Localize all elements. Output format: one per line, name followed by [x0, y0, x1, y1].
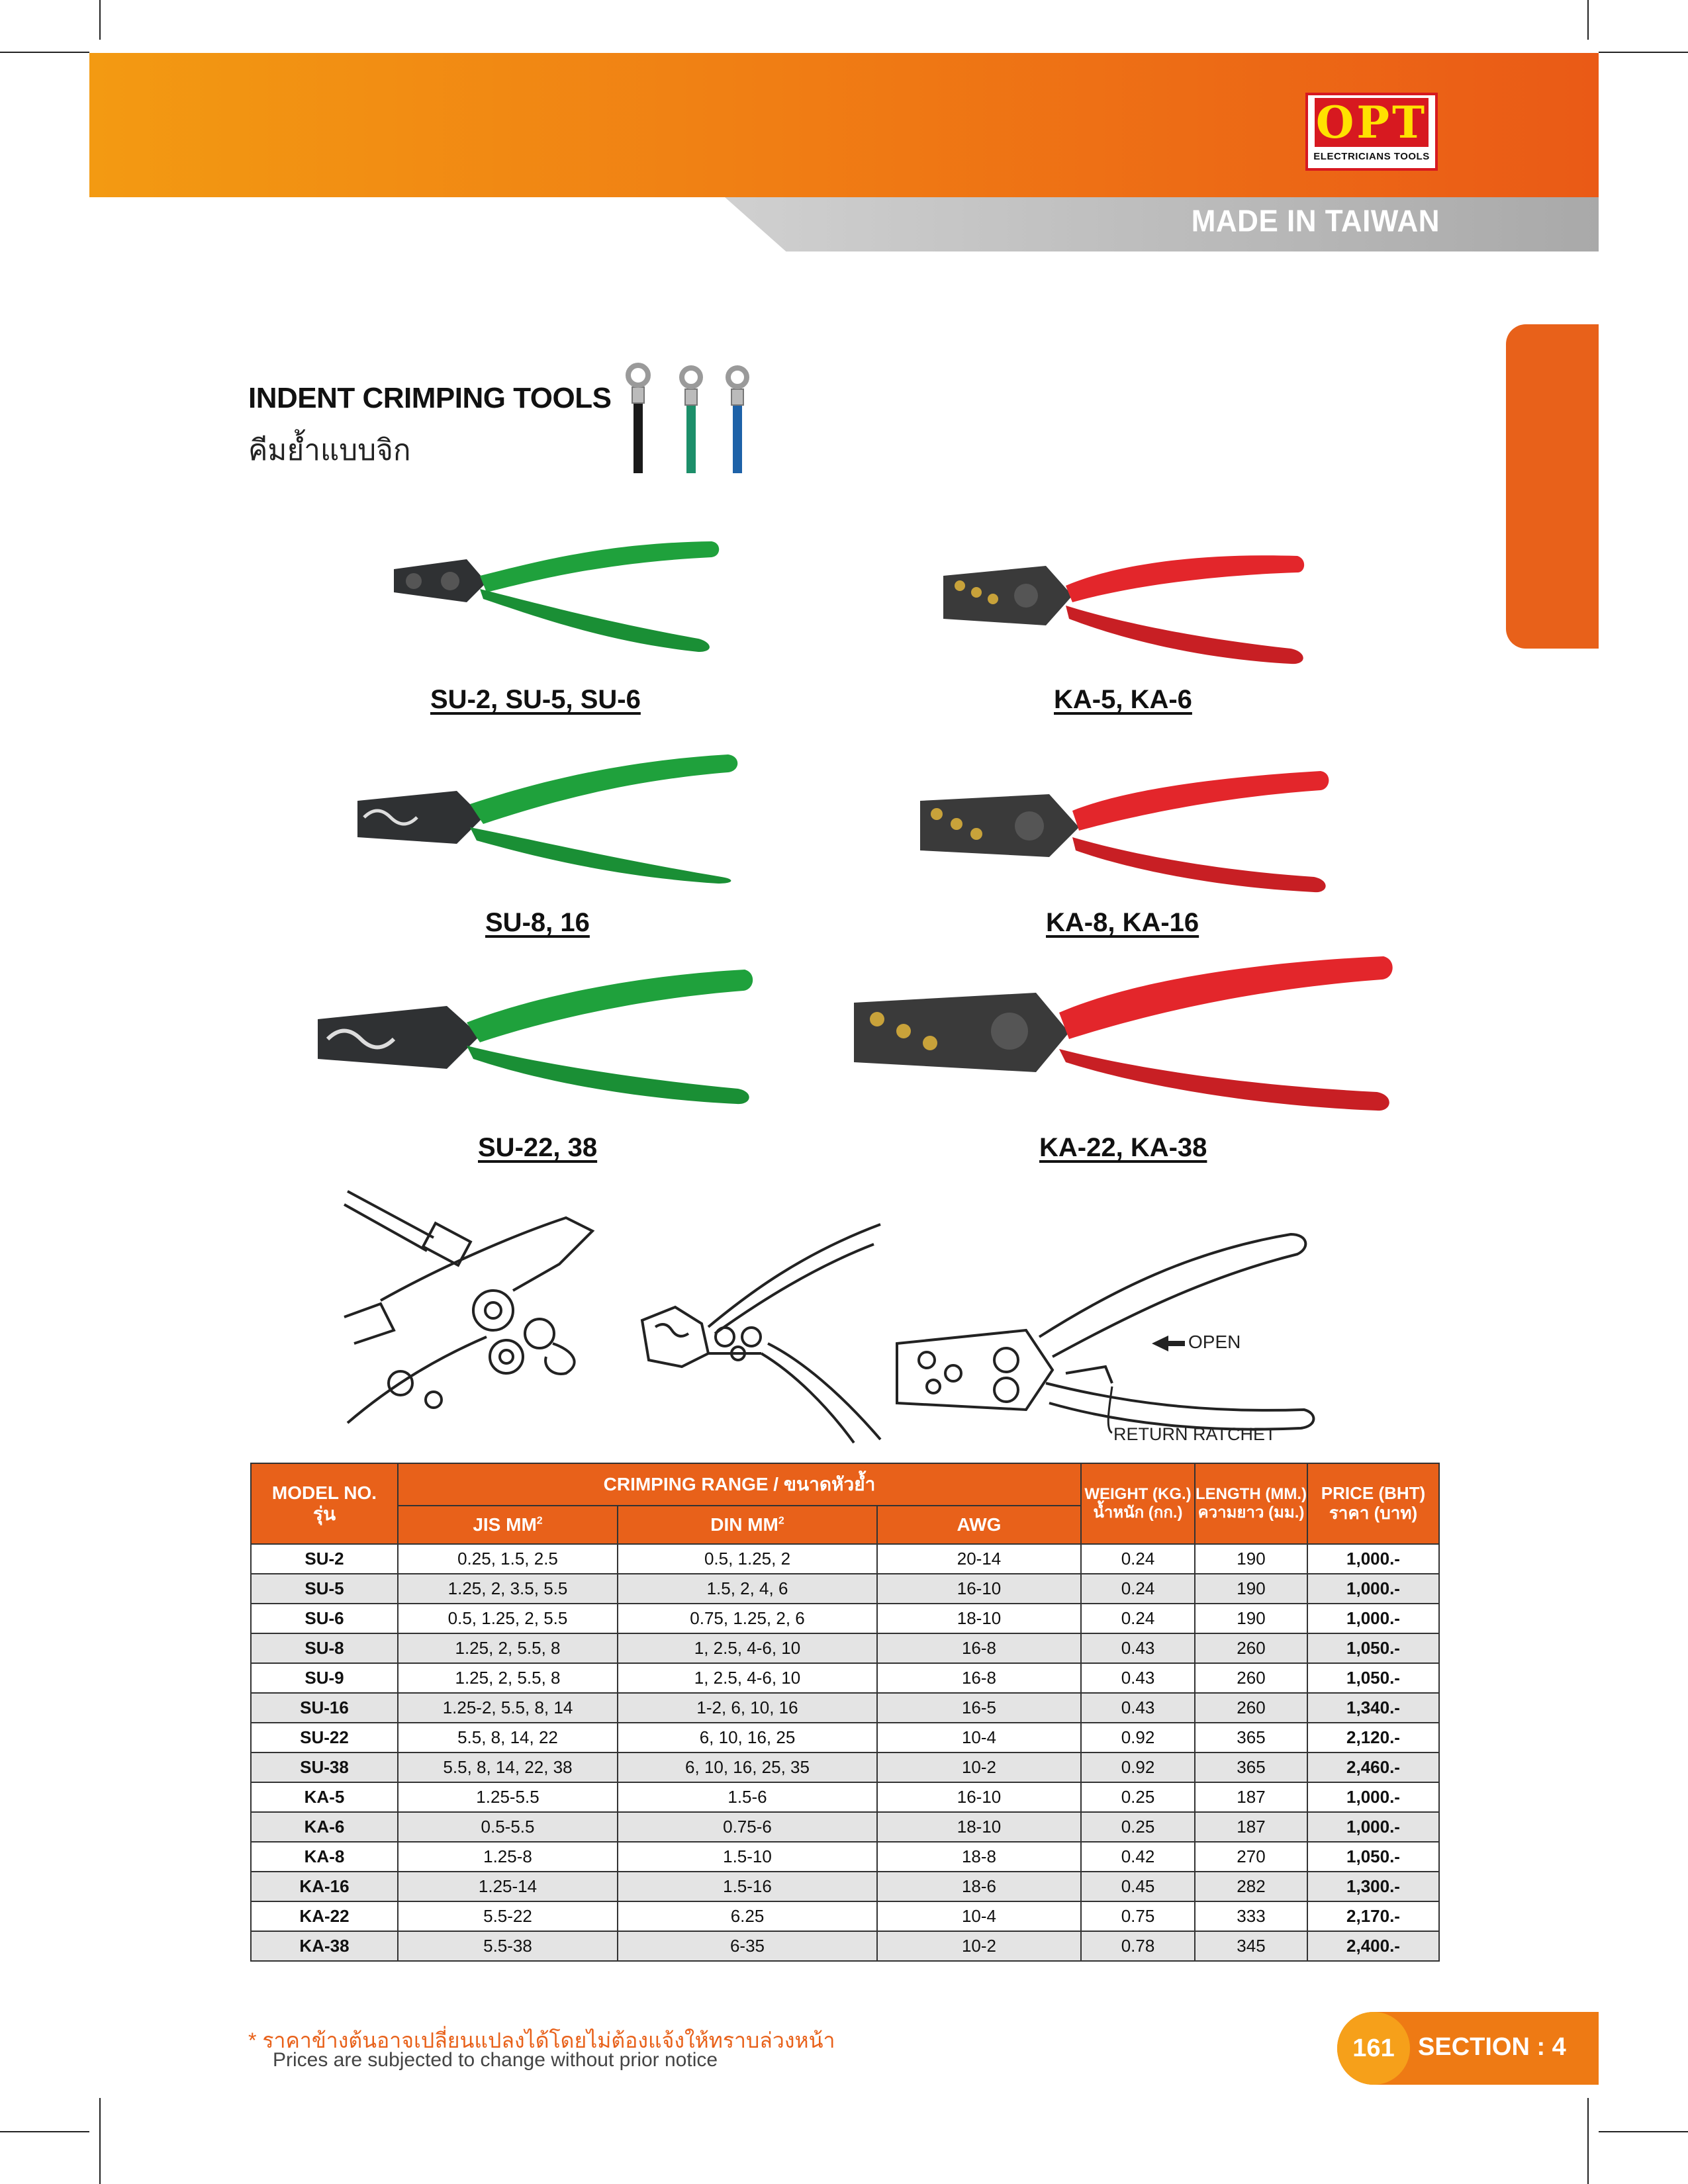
- cell-length: 345: [1195, 1931, 1307, 1961]
- cell-model: SU-5: [251, 1574, 398, 1604]
- cell-jis: 1.25-2, 5.5, 8, 14: [398, 1693, 618, 1723]
- crop-mark: [1587, 2098, 1589, 2184]
- cell-price: 2,120.-: [1307, 1723, 1439, 1752]
- cell-model: KA-22: [251, 1901, 398, 1931]
- cell-model: SU-9: [251, 1663, 398, 1693]
- cell-model: KA-8: [251, 1842, 398, 1872]
- cell-price: 2,170.-: [1307, 1901, 1439, 1931]
- header-price-en: PRICE (BHT): [1321, 1483, 1426, 1504]
- header-model-en: MODEL NO.: [271, 1482, 377, 1503]
- cell-length: 260: [1195, 1663, 1307, 1693]
- brand-logo: [1305, 93, 1438, 171]
- section-label: SECTION : 4: [1418, 2033, 1566, 2061]
- cell-length: 282: [1195, 1872, 1307, 1901]
- cell-weight: 0.42: [1081, 1842, 1195, 1872]
- cell-din: 1.5-6: [618, 1782, 877, 1812]
- ring-terminal-icon: [619, 361, 771, 473]
- product-label-su-22: SU-22, 38: [478, 1133, 598, 1162]
- cell-weight: 0.24: [1081, 1544, 1195, 1574]
- header-awg: AWG: [877, 1506, 1081, 1544]
- made-in-label: MADE IN TAIWAN: [1191, 204, 1440, 239]
- table-row: [251, 1901, 1439, 1931]
- usage-diagram-jaws: [635, 1221, 887, 1446]
- price-note-english: Prices are subjected to change without prior notice: [273, 2049, 718, 2071]
- cell-awg: 16-8: [877, 1663, 1081, 1693]
- header-price: [1307, 1463, 1439, 1544]
- cell-length: 187: [1195, 1782, 1307, 1812]
- brand-logo-word: OPT: [1315, 97, 1428, 148]
- table-row: [251, 1663, 1439, 1693]
- table-row: [251, 1723, 1439, 1752]
- cell-awg: 16-8: [877, 1633, 1081, 1663]
- product-label-ka-5: KA-5, KA-6: [1054, 685, 1192, 714]
- cell-awg: 10-2: [877, 1752, 1081, 1782]
- cell-jis: 5.5-22: [398, 1901, 618, 1931]
- header-jis: JIS $MM^2$: [398, 1506, 618, 1544]
- header-weight-en: WEIGHT (KG.): [1084, 1485, 1192, 1504]
- cell-awg: 18-8: [877, 1842, 1081, 1872]
- cell-awg: 16-10: [877, 1574, 1081, 1604]
- cell-din: 1.5-16: [618, 1872, 877, 1901]
- crop-mark: [99, 2098, 101, 2184]
- cell-awg: 10-4: [877, 1723, 1081, 1752]
- cell-price: 1,000.-: [1307, 1544, 1439, 1574]
- cell-jis: 1.25, 2, 5.5, 8: [398, 1633, 618, 1663]
- cell-length: 260: [1195, 1633, 1307, 1663]
- header-length-en: LENGTH (MM.): [1196, 1485, 1307, 1504]
- crimper-ka-5-image: [940, 539, 1311, 668]
- cell-din: 6-35: [618, 1931, 877, 1961]
- cell-price: 1,050.-: [1307, 1663, 1439, 1693]
- header-din: DIN $MM^2$: [618, 1506, 877, 1544]
- cell-din: 1, 2.5, 4-6, 10: [618, 1663, 877, 1693]
- cell-model: KA-6: [251, 1812, 398, 1842]
- page-title: INDENT CRIMPING TOOLS: [248, 382, 612, 414]
- page-number: 161: [1337, 2012, 1410, 2085]
- product-label-ka-8: KA-8, KA-16: [1046, 908, 1199, 937]
- crop-mark: [99, 0, 101, 40]
- cell-din: 1, 2.5, 4-6, 10: [618, 1633, 877, 1663]
- cell-price: 1,000.-: [1307, 1782, 1439, 1812]
- table-row: [251, 1544, 1439, 1574]
- cell-awg: 16-5: [877, 1693, 1081, 1723]
- cell-price: 1,300.-: [1307, 1872, 1439, 1901]
- cell-awg: 10-4: [877, 1901, 1081, 1931]
- crop-mark: [1599, 2131, 1688, 2132]
- cell-weight: 0.45: [1081, 1872, 1195, 1901]
- usage-diagram-insertion: [341, 1185, 612, 1433]
- cell-weight: 0.43: [1081, 1633, 1195, 1663]
- cell-awg: 20-14: [877, 1544, 1081, 1574]
- crop-mark: [0, 2131, 89, 2132]
- header-model-th: รุ่น: [312, 1504, 336, 1524]
- superscript-squared: 2: [778, 1515, 784, 1527]
- page-title-thai: คีมย้ำแบบจิก: [248, 434, 411, 467]
- crop-mark: [1599, 52, 1688, 53]
- header-weight: [1081, 1463, 1195, 1544]
- cell-weight: 0.78: [1081, 1931, 1195, 1961]
- cell-din: 0.75-6: [618, 1812, 877, 1842]
- cell-din: 1-2, 6, 10, 16: [618, 1693, 877, 1723]
- cell-length: 333: [1195, 1901, 1307, 1931]
- cell-jis: 1.25-14: [398, 1872, 618, 1901]
- product-label-ka-22: KA-22, KA-38: [1039, 1133, 1207, 1162]
- made-in-band: [725, 197, 1599, 251]
- cell-awg: 18-10: [877, 1604, 1081, 1633]
- cell-jis: 5.5, 8, 14, 22, 38: [398, 1752, 618, 1782]
- cell-price: 2,460.-: [1307, 1752, 1439, 1782]
- spec-table-body: [251, 1544, 1439, 1961]
- cell-model: SU-8: [251, 1633, 398, 1663]
- cell-price: 1,000.-: [1307, 1604, 1439, 1633]
- cell-jis: 5.5, 8, 14, 22: [398, 1723, 618, 1752]
- diagram-open-label: OPEN: [1188, 1332, 1241, 1352]
- crimper-su-22-image: [314, 963, 758, 1105]
- cell-model: SU-22: [251, 1723, 398, 1752]
- crimper-ka-22-image: [851, 953, 1397, 1112]
- cell-din: 6, 10, 16, 25, 35: [618, 1752, 877, 1782]
- cell-awg: 18-10: [877, 1812, 1081, 1842]
- cell-price: 1,000.-: [1307, 1574, 1439, 1604]
- header-length: [1195, 1463, 1307, 1544]
- cell-length: 270: [1195, 1842, 1307, 1872]
- product-label-su-8: SU-8, 16: [485, 908, 590, 937]
- cell-jis: 0.5-5.5: [398, 1812, 618, 1842]
- cell-price: 1,050.-: [1307, 1633, 1439, 1663]
- cell-jis: 0.25, 1.5, 2.5: [398, 1544, 618, 1574]
- header-length-th: ความยาว (มม.): [1197, 1504, 1305, 1522]
- cell-weight: 0.25: [1081, 1782, 1195, 1812]
- cell-weight: 0.24: [1081, 1604, 1195, 1633]
- header-price-th: ราคา (บาท): [1329, 1503, 1418, 1523]
- cell-price: 1,050.-: [1307, 1842, 1439, 1872]
- cell-length: 365: [1195, 1752, 1307, 1782]
- table-row: [251, 1812, 1439, 1842]
- section-side-tab: [1506, 324, 1599, 649]
- cell-din: 0.75, 1.25, 2, 6: [618, 1604, 877, 1633]
- table-row: [251, 1574, 1439, 1604]
- cell-model: KA-5: [251, 1782, 398, 1812]
- spec-table: [250, 1463, 1440, 1962]
- cell-length: 187: [1195, 1812, 1307, 1842]
- cell-jis: 5.5-38: [398, 1931, 618, 1961]
- cell-awg: 16-10: [877, 1782, 1081, 1812]
- cell-jis: 1.25, 2, 3.5, 5.5: [398, 1574, 618, 1604]
- product-label-su-2: SU-2, SU-5, SU-6: [430, 685, 641, 714]
- cell-model: SU-2: [251, 1544, 398, 1574]
- table-row: [251, 1782, 1439, 1812]
- crimper-ka-8-image: [917, 761, 1334, 893]
- table-row: [251, 1604, 1439, 1633]
- cell-length: 260: [1195, 1693, 1307, 1723]
- header-weight-th: น้ำหนัก (กก.): [1093, 1504, 1183, 1522]
- crop-mark: [1587, 0, 1589, 40]
- cell-jis: 1.25, 2, 5.5, 8: [398, 1663, 618, 1693]
- cell-din: 0.5, 1.25, 2: [618, 1544, 877, 1574]
- header-crimping-range: CRIMPING RANGE / ขนาดหัวย้ำ: [398, 1463, 1081, 1506]
- cell-din: 6.25: [618, 1901, 877, 1931]
- cell-model: SU-38: [251, 1752, 398, 1782]
- cell-model: KA-38: [251, 1931, 398, 1961]
- table-row: [251, 1842, 1439, 1872]
- cell-din: 1.5, 2, 4, 6: [618, 1574, 877, 1604]
- table-row: [251, 1872, 1439, 1901]
- cell-din: 6, 10, 16, 25: [618, 1723, 877, 1752]
- cell-weight: 0.43: [1081, 1663, 1195, 1693]
- table-row: [251, 1752, 1439, 1782]
- diagram-ratchet-label: RETURN RATCHET: [1113, 1424, 1276, 1444]
- table-row: [251, 1633, 1439, 1663]
- usage-diagram-ratchet: [894, 1231, 1317, 1449]
- cell-din: 1.5-10: [618, 1842, 877, 1872]
- superscript-squared: 2: [536, 1515, 543, 1527]
- cell-weight: 0.25: [1081, 1812, 1195, 1842]
- cell-length: 190: [1195, 1574, 1307, 1604]
- cell-jis: 0.5, 1.25, 2, 5.5: [398, 1604, 618, 1633]
- cell-weight: 0.92: [1081, 1752, 1195, 1782]
- header-model: [251, 1463, 398, 1544]
- cell-jis: 1.25-8: [398, 1842, 618, 1872]
- cell-price: 1,340.-: [1307, 1693, 1439, 1723]
- cell-model: SU-16: [251, 1693, 398, 1723]
- cell-model: SU-6: [251, 1604, 398, 1633]
- cell-weight: 0.92: [1081, 1723, 1195, 1752]
- cell-weight: 0.75: [1081, 1901, 1195, 1931]
- cell-awg: 10-2: [877, 1931, 1081, 1961]
- brand-tagline: ELECTRICIANS TOOLS: [1313, 151, 1430, 162]
- cell-model: KA-16: [251, 1872, 398, 1901]
- cell-jis: 1.25-5.5: [398, 1782, 618, 1812]
- cell-price: 1,000.-: [1307, 1812, 1439, 1842]
- cell-weight: 0.24: [1081, 1574, 1195, 1604]
- cell-length: 190: [1195, 1604, 1307, 1633]
- price-note-thai: * ราคาข้างต้นอาจเปลี่ยนแปลงได้โดยไม่ต้องแจ้งให้ทราบล่วงหน้า: [248, 2028, 835, 2052]
- cell-length: 365: [1195, 1723, 1307, 1752]
- crop-mark: [0, 52, 89, 53]
- crimper-su-8-image: [351, 751, 741, 884]
- cell-awg: 18-6: [877, 1872, 1081, 1901]
- cell-weight: 0.43: [1081, 1693, 1195, 1723]
- table-row: [251, 1931, 1439, 1961]
- cell-price: 2,400.-: [1307, 1931, 1439, 1961]
- cell-length: 190: [1195, 1544, 1307, 1574]
- crimper-su-2-image: [387, 529, 725, 655]
- table-row: [251, 1693, 1439, 1723]
